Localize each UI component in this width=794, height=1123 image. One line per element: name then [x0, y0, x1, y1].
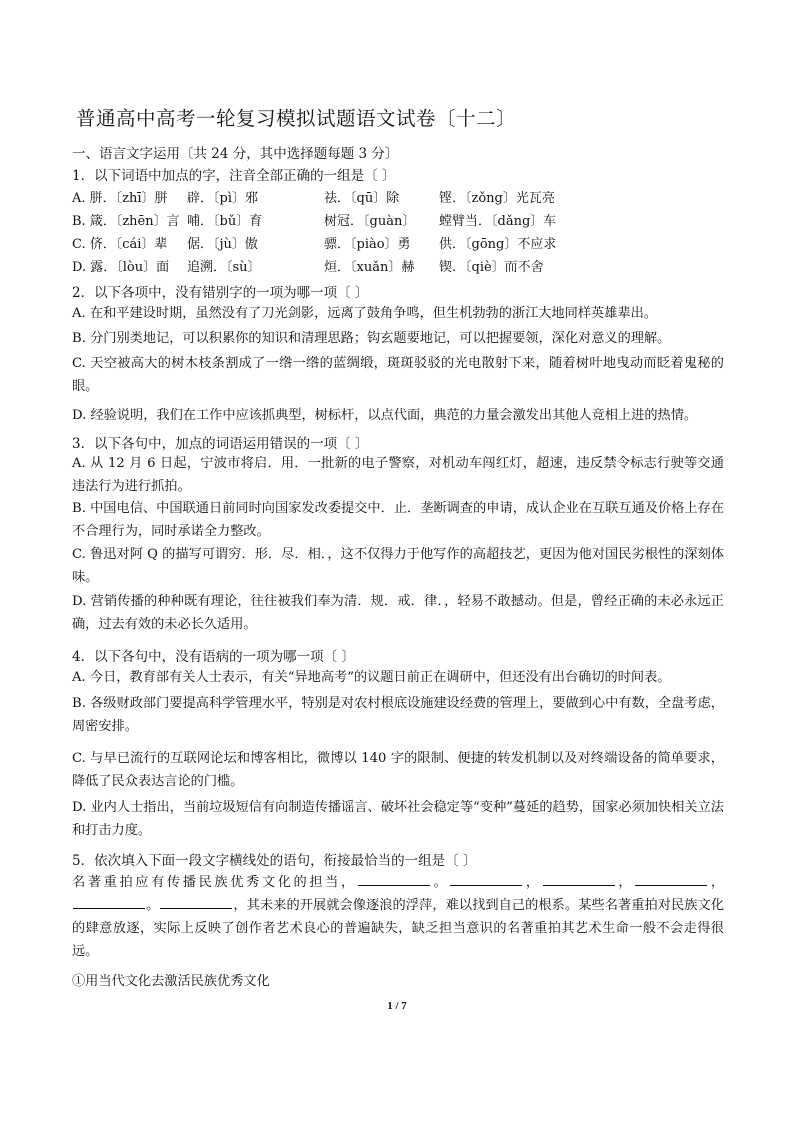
blank-line: [358, 871, 430, 886]
question-4-option-c: C. 与早已流行的互联网论坛和博客相比，微博以 140 字的限制、便捷的转发机制以及对终端设备的简单要求，降低了民众表达言论的门槛。: [72, 751, 724, 789]
option-cell: C. 侪．〔cái〕辈: [72, 237, 168, 252]
question-3-option-a: A. 从 12 月 6 日起，宁波市将启．用．一批新的电子警察，对机动车闯红灯，超速，违反禁令标志行驶等交通违法行为进行抓拍。: [72, 456, 724, 494]
blank-1: [357, 875, 449, 890]
punct: 。: [146, 898, 160, 913]
blank-2: [449, 875, 541, 890]
punct: 。: [430, 875, 450, 890]
option-cell: B. 箴．〔zhēn〕言: [72, 214, 180, 229]
question-1-stem: 1．以下词语中加点的字，注音全部正确的一组是〔 〕: [72, 168, 396, 184]
option-cell: 倨．〔jù〕傲: [187, 237, 258, 252]
punct: ，: [708, 875, 725, 890]
option-cell: 烜．〔xuǎn〕赫: [324, 260, 415, 275]
question-2-option-d: D. 经验说明，我们在工作中应该抓典型，树标杆，以点代面，典范的力量会激发出其他人竞相上进的热情。: [72, 408, 698, 423]
question-5-passage: [72, 871, 724, 963]
blank-3: [542, 875, 634, 890]
section-heading: 一、语言文字运用〔共 24 分，其中选择题每题 3 分〕: [72, 146, 399, 162]
question-3-option-b: B. 中国电信、中国联通日前同时向国家发改委提交中．止．垄断调查的申请，成认企业在互联互通及价格上存在不合理行为，同时承诺全力整改。: [72, 501, 724, 539]
option-cell: 铿．〔zǒng〕光瓦亮: [439, 191, 555, 206]
question-5-option-1: ①用当代文化去激活民族优秀文化: [72, 974, 270, 989]
option-cell: 供．〔gōng〕不应求: [439, 237, 557, 252]
option-cell: A. 胼．〔zhī〕胼: [72, 191, 168, 206]
option-cell: 追溯．〔sù〕: [187, 260, 261, 275]
question-2-stem: 2．以下各项中，没有错别字的一项为哪一项〔 〕: [72, 285, 369, 301]
option-cell: 辟．〔pì〕邪: [187, 191, 258, 206]
question-4-option-d: D. 业内人士指出，当前垃圾短信有向制造传播谣言、破坏社会稳定等“变种”蔓延的趋势，国家必须加快相关立法和打击力度。: [72, 800, 724, 838]
option-cell: 锲．〔qiè〕而不舍: [439, 260, 544, 275]
page-title: 普通高中高考一轮复习模拟试题语文试卷〔十二〕: [76, 107, 517, 130]
blank-line: [160, 894, 232, 909]
option-cell: 树冠．〔guàn〕: [324, 214, 416, 229]
option-cell: 骠．〔piào〕勇: [324, 237, 411, 252]
question-2-option-b: B. 分门别类地记，可以积累你的知识和清理思路；钩玄题要地记，可以把握要领，深化对意义的理解。: [72, 331, 671, 346]
option-cell: 哺．〔bǔ〕育: [187, 214, 263, 229]
question-4-option-b: B. 各级财政部门要提高科学管理水平，特别是对农村根底设施建设经费的管理上，要做到心中有数，全盘考虑，周密安排。: [72, 696, 724, 734]
question-4-option-a: A. 今日，教育部有关人士表示，有关“异地高考”的议题日前正在调研中，但还没有出台确切的时间表。: [72, 670, 671, 685]
blank-4: [634, 875, 724, 890]
blank-5: [72, 898, 159, 913]
option-cell: 祛．〔qū〕除: [324, 191, 400, 206]
punct: ，: [523, 875, 542, 890]
blank-line: [450, 871, 522, 886]
punct: ，: [615, 875, 635, 890]
option-cell: D. 露．〔lòu〕面: [72, 260, 170, 275]
question-5-stem: 5．依次填入下面一段文字横线处的语句，衔接最恰当的一组是〔 〕: [72, 853, 477, 869]
passage-text: 名著重拍应有传播民族优秀文化的担当，: [72, 875, 357, 890]
question-2-option-c: C. 天空被高大的树木枝条割成了一绺一绺的蓝绸缎，斑斑驳驳的光电散射下来，随着树叶地曳动而眨着鬼秘的眼。: [72, 356, 724, 394]
blank-line: [543, 871, 615, 886]
blank-line: [73, 894, 145, 909]
option-cell: 螳臂当．〔dǎng〕车: [439, 214, 557, 229]
question-3-option-d: D. 营销传播的种种既有理论，往往被我们奉为清．规．戒．律．，轻易不敢撼动。但是，曾经正确的未必永远正确，过去有效的未必长久适用。: [72, 594, 724, 632]
question-2-option-a: A. 在和平建设时期，虽然没有了刀光剑影，远离了鼓角争鸣，但生机勃勃的浙江大地同样英雄辈出。: [72, 306, 657, 321]
question-3-stem: 3．以下各句中，加点的词语运用错误的一项〔 〕: [72, 436, 369, 452]
blank-6: [159, 898, 233, 913]
blank-line: [635, 871, 707, 886]
passage-text: ，其未来的开展就会像逐浪的浮萍，难以找到自己的根系。某些名著重拍对民族文化的肆意放逐，实际上反映了创作者艺术良心的普遍缺失，缺乏担当意识的名著重拍其艺术生命一般不会走得很远。: [72, 898, 725, 959]
question-4-stem: 4．以下各句中，没有语病的一项为哪一项〔 〕: [72, 649, 355, 665]
question-3-option-c: C. 鲁迅对阿 Q 的描写可谓穷．形．尽．相．，这不仅得力于他写作的高超技艺，更因为他对国民劣根性的深刻体味。: [72, 547, 724, 585]
page-number: 1 / 7: [387, 1000, 407, 1012]
